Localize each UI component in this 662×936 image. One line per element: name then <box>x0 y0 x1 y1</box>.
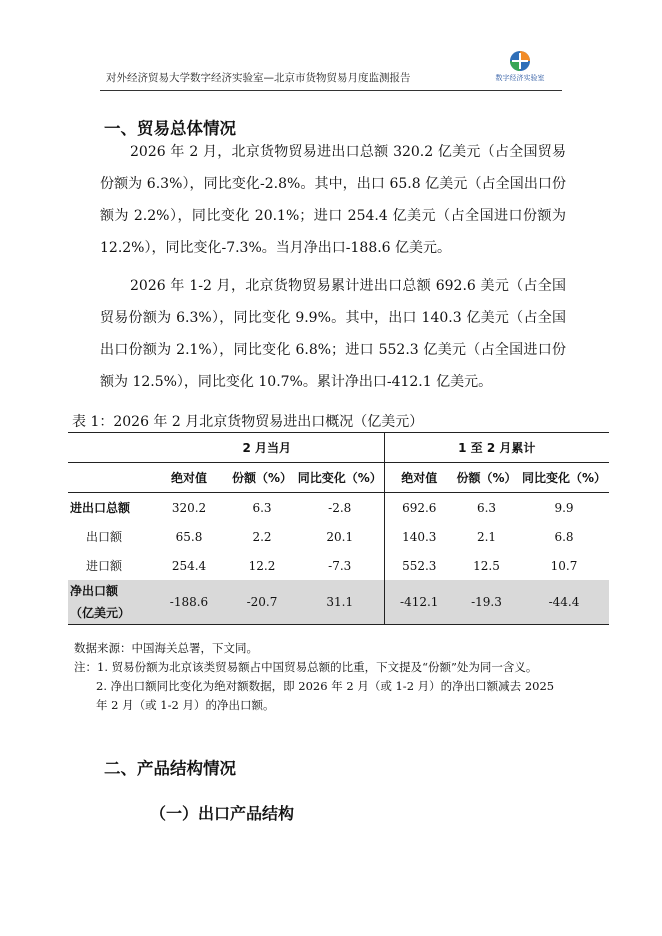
group-header-cumulative: 1 至 2 月累计 <box>384 433 609 463</box>
cell: 254.4 <box>171 558 207 573</box>
cell: -188.6 <box>150 580 228 625</box>
page-header <box>100 50 562 91</box>
net-label-line1: 净出口额 <box>70 584 119 598</box>
cell: -412.1 <box>384 580 454 625</box>
row-label: 进口额 <box>86 559 123 573</box>
cell: 140.3 <box>384 522 454 551</box>
cell: -2.8 <box>328 500 352 515</box>
cell: 320.2 <box>171 500 207 515</box>
lab-logo <box>492 50 548 88</box>
group-header-month: 2 月当月 <box>150 433 384 463</box>
cell: -7.3 <box>328 558 352 573</box>
cell: 20.1 <box>326 529 354 544</box>
table-row <box>68 522 609 551</box>
note-1: 注：1. 贸易份额为北京该类贸易额占中国贸易总额的比重，下文提及“份额”处为同一含义。 <box>74 660 538 674</box>
cell: 10.7 <box>550 558 578 573</box>
net-label-line2: （亿美元） <box>70 606 131 620</box>
table-notes <box>74 639 564 715</box>
table-row-net-export <box>68 580 609 625</box>
cell: 2.2 <box>252 529 272 544</box>
header-title: 对外经济贸易大学数字经济实验室—北京市货物贸易月度监测报告 <box>106 72 411 84</box>
col-header-yoy: 同比变化（%） <box>519 463 609 493</box>
paragraph-cumulative: 2026 年 1-2 月，北京货物贸易累计进出口总额 692.6 美元（占全国贸易份额为 6.3%），同比变化 9.9%。其中，出口 140.3 亿美元（占全国出口份额为 2.1%），同比变化 6.8%；进口 552.3 亿美元（占全国进口份额为 12.5%），同比变化 10.7%。累计净出口-412.1 亿美元。 <box>100 278 566 390</box>
row-label: 进出口总额 <box>70 501 131 515</box>
header-empty <box>68 463 150 493</box>
cell: 9.9 <box>554 500 574 515</box>
logo-text: 数字经济实验室 <box>495 74 545 82</box>
row-label: 出口额 <box>86 530 123 544</box>
cell: 6.8 <box>554 529 574 544</box>
cell: 6.3 <box>252 500 272 515</box>
cell: 65.8 <box>175 529 203 544</box>
note-2: 2. 净出口额同比变化为绝对额数据，即 2026 年 2 月（或 1-2 月）的净出口额减去 2025 年 2 月（或 1-2 月）的净出口额。 <box>96 679 555 712</box>
cell: -44.4 <box>519 580 609 625</box>
col-header-absolute: 绝对值 <box>384 463 454 493</box>
table-caption: 表 1：2026 年 2 月北京货物贸易进出口概况（亿美元） <box>72 414 424 430</box>
col-header-share: 份额（%） <box>228 463 296 493</box>
table-row <box>68 493 609 523</box>
section-title-product-structure: 二、产品结构情况 <box>104 759 236 778</box>
row-label-net-export <box>68 580 150 625</box>
cell: 692.6 <box>384 493 454 523</box>
paragraph-monthly: 2026 年 2 月，北京货物贸易进出口总额 320.2 亿美元（占全国贸易份额为 6.3%），同比变化-2.8%。其中，出口 65.8 亿美元（占全国出口份额为 2.2%），同比变化 20.1%；进口 254.4 亿美元（占全国进口份额为 12.2%），同比变化-7.3%。当月净出口-188.6 亿美元。 <box>100 144 566 256</box>
globe-logo-icon <box>508 50 532 72</box>
cell: -19.3 <box>454 580 519 625</box>
col-header-share: 份额（%） <box>454 463 519 493</box>
col-header-absolute: 绝对值 <box>150 463 228 493</box>
subsection-title-export-products: （一）出口产品结构 <box>150 804 295 823</box>
cell: 12.2 <box>248 558 276 573</box>
header-empty <box>68 433 150 463</box>
cell: 552.3 <box>384 551 454 580</box>
data-source: 数据来源：中国海关总署，下文同。 <box>74 641 258 655</box>
table-row <box>68 551 609 580</box>
cell: 2.1 <box>476 529 497 544</box>
cell: 31.1 <box>296 580 384 625</box>
cell: 12.5 <box>473 558 500 573</box>
cell: 6.3 <box>476 500 497 515</box>
col-header-yoy: 同比变化（%） <box>296 463 384 493</box>
cell: -20.7 <box>228 580 296 625</box>
section-title-overall: 一、贸易总体情况 <box>104 119 236 138</box>
trade-summary-table <box>68 432 609 625</box>
